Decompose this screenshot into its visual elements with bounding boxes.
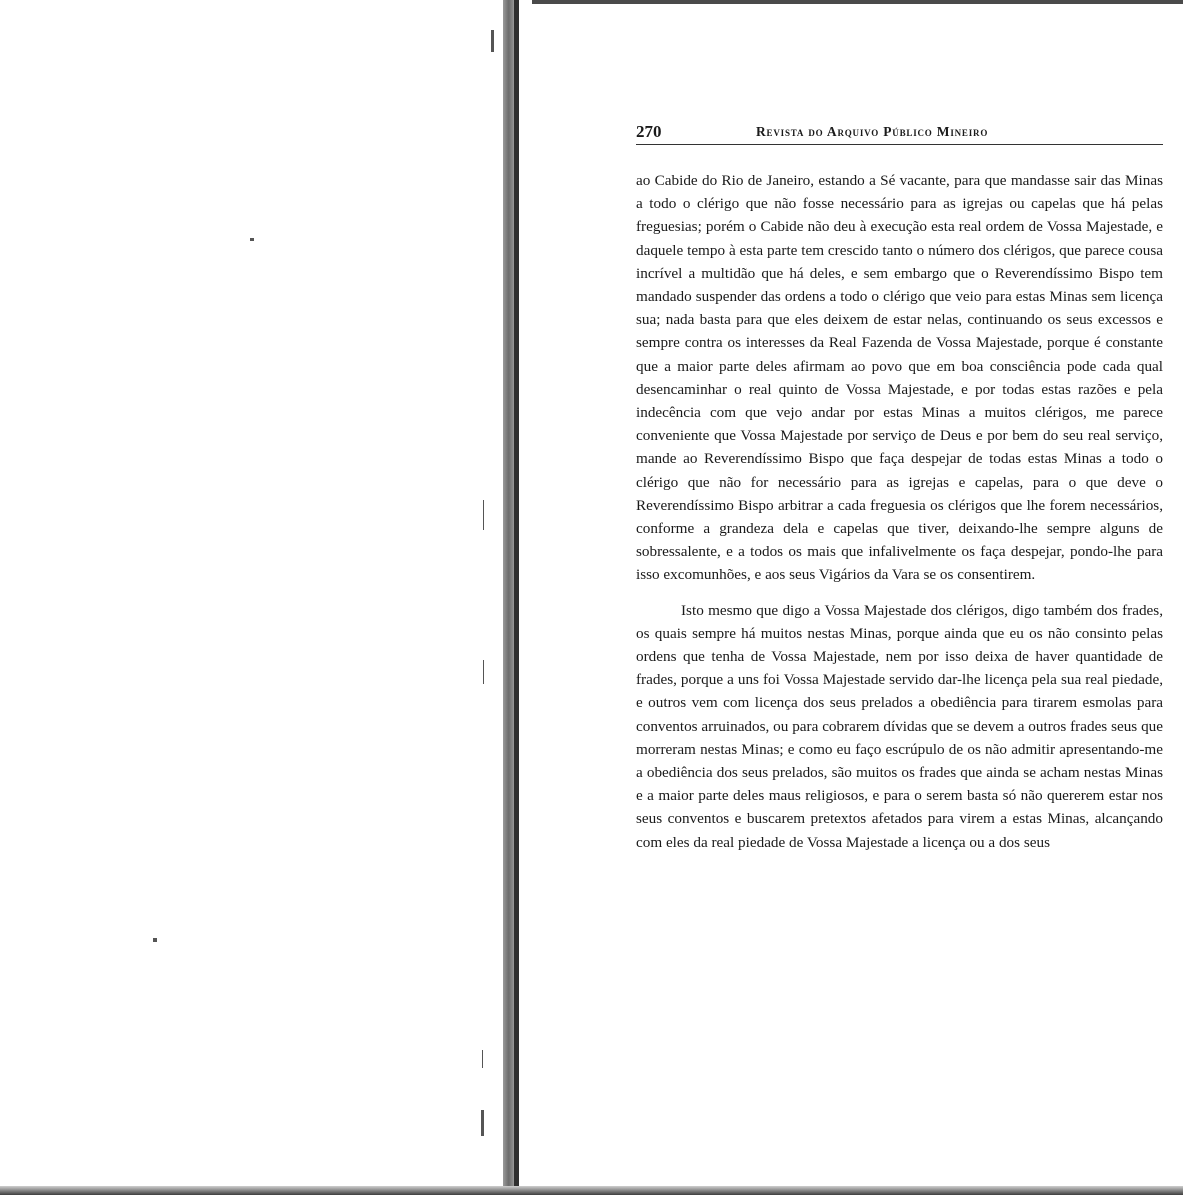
page-bottom-edge [0,1186,1183,1195]
speck-mark [153,938,157,942]
book-spine-shadow [514,0,519,1195]
paragraph-1: ao Cabide do Rio de Janeiro, estando a Sé vacante, para que mandasse sair das Minas a todo o clérigo que não fosse necessário para as igrejas ou capelas que há pelas freguesias; porém o Cabide não deu à execução esta real ordem de Vossa Majestade, e daquele tempo à esta parte tem crescido tanto o número dos clérigos, que parece cousa incrível a multidão que há deles, e sem embargo que o Reverendíssimo Bispo tem mandado suspender das ordens a todo o clérigo que veio para estas Minas sem licença sua; nada basta para que eles deixem de estar nelas, continuando os seus excessos e sempre contra os interesses da Real Fazenda de Vossa Majestade, porque é constante que a maior parte deles afirmam ao povo que em boa consciência pode cada qual desencaminhar o real quinto de Vossa Majestade, e por todas estas razões e pela indecência com que vejo andar por estas Minas a muitos clérigos, me parece conveniente que Vossa Majestade por serviço de Deus e por bem do seu real serviço, mande ao Reverendíssimo Bispo que faça despejar de todas estas Minas a todo o clérigo que não for necessário para as igrejas e capelas, para o que deve o Reverendíssimo Bispo arbitrar a cada freguesia os clérigos que lhe forem necessários, conforme a grandeza dela e capelas que tiver, deixando-lhe sempre alguns de sobressalente, e a todos os mais que infalivelmente os faça despejar, pondo-lhe para isso excomunhões, e aos seus Vigários da Vara se os consentirem. [636,172,1163,584]
speck-mark [250,238,254,241]
page-header [636,120,1163,145]
running-title: Revista do Arquivo Público Mineiro [756,124,989,139]
body-text [636,169,1163,854]
right-page [636,120,1163,854]
page-number: 270 [636,122,662,141]
page-top-edge [532,0,1183,4]
edge-mark [482,1050,483,1068]
edge-mark [481,1110,484,1136]
edge-mark [483,660,484,684]
edge-mark [491,30,494,52]
edge-mark [483,500,484,530]
paragraph-2: Isto mesmo que digo a Vossa Majestade dos clérigos, digo também dos frades, os quais sempre há muitos nestas Minas, porque ainda que eu os não consinto pelas ordens que tenha de Vossa Majestade, nem por isso deixa de haver quantidade de frades, porque a uns foi Vossa Majestade servido dar-lhe licença pela sua real piedade, e outros vem com licença dos seus prelados a obediência para tirarem esmolas para conventos arruinados, ou para cobrarem dívidas que se devem a outros frades seus que morreram nestas Minas; e como eu faço escrúpulo de os não admitir apresentando-me a obediência dos seus prelados, são muitos os frades que ainda se acham nestas Minas e a maior parte deles maus religiosos, e para o serem basta só não quererem estar nos seus conventos e buscarem pretextos afetados para virem a estas Minas, alcançando com eles da real piedade de Vossa Majestade a licença ou a dos seus [636,601,1163,851]
